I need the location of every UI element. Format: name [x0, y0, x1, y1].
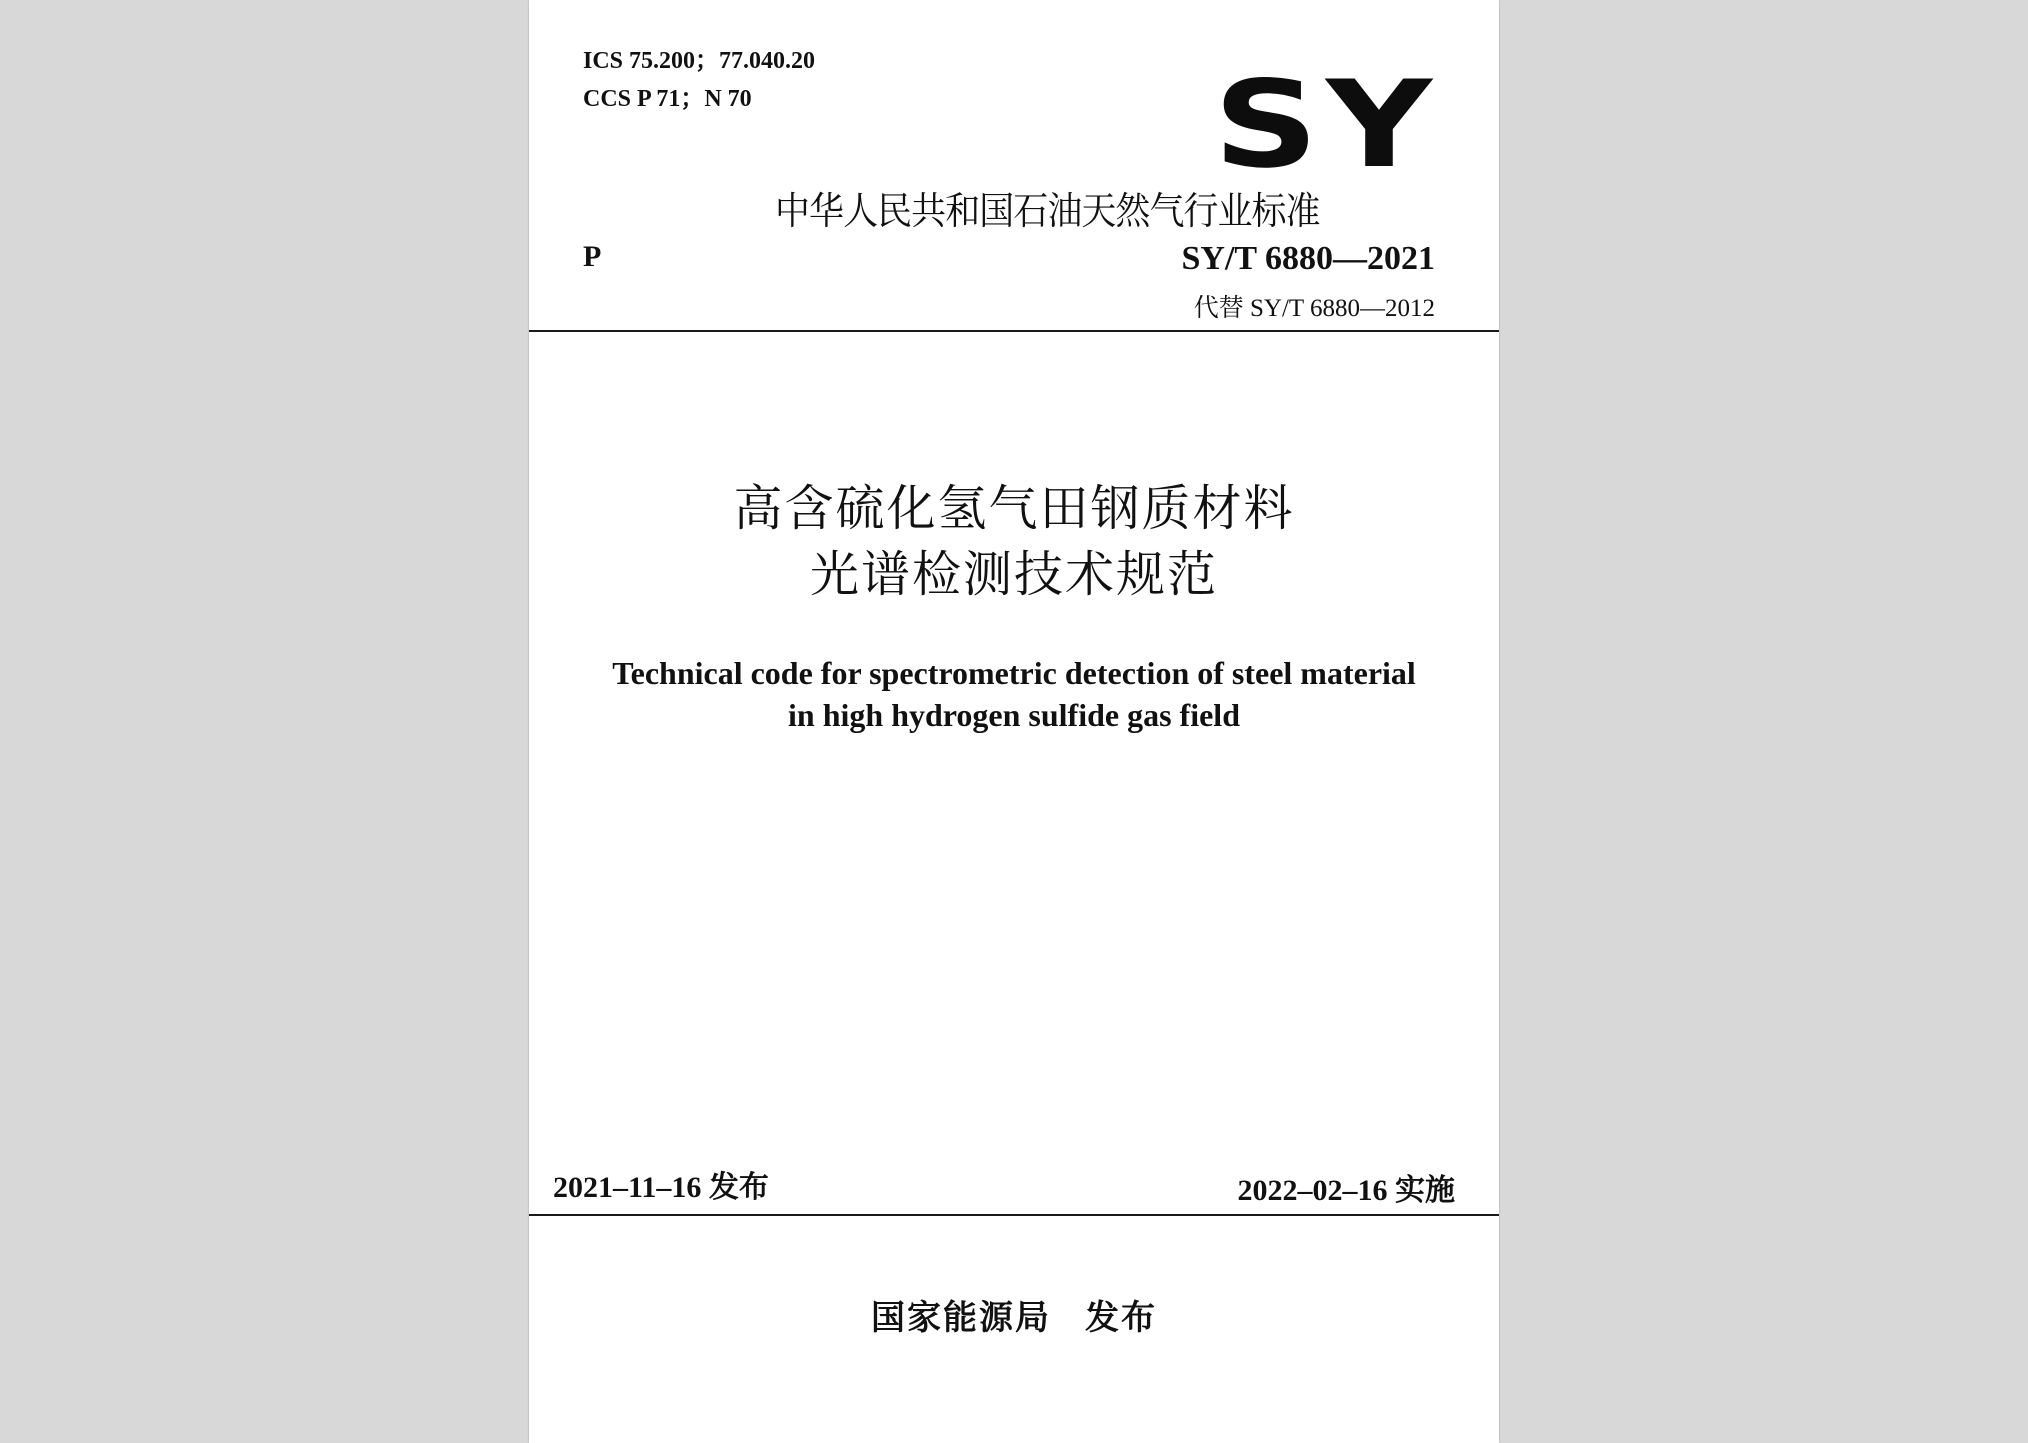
- footer-divider: [529, 1214, 1499, 1216]
- sy-logo: SY: [1212, 56, 1439, 195]
- document-page: [529, 0, 1499, 1443]
- chinese-title-line-1: 高含硫化氢气田钢质材料: [733, 480, 1295, 537]
- ics-code: ICS 75.200；77.040.20: [583, 48, 816, 74]
- issuing-authority: [529, 1290, 1499, 1339]
- industry-standard-heading: 中华人民共和国石油天然气行业标准: [775, 189, 1320, 233]
- english-title-line-2: in high hydrogen sulfide gas field: [788, 697, 1240, 733]
- header-divider: [529, 330, 1499, 332]
- publish-date: 2021–11–16 发布: [553, 1171, 769, 1204]
- ccs-code: CCS P 71；N 70: [583, 86, 752, 112]
- implementation-date: 2022–02–16 实施: [1237, 1174, 1455, 1207]
- classification-letter: P: [583, 240, 602, 273]
- issuer-name: 国家能源局: [871, 1298, 1051, 1338]
- chinese-title-line-2: 光谱检测技术规范: [809, 546, 1218, 603]
- replaces-standard: 代替 SY/T 6880—2012: [1193, 295, 1435, 322]
- english-title-line-1: Technical code for spectrometric detection of steel material: [612, 655, 1416, 691]
- issue-word: 发布: [1085, 1298, 1157, 1338]
- standard-number: SY/T 6880—2021: [1181, 240, 1435, 277]
